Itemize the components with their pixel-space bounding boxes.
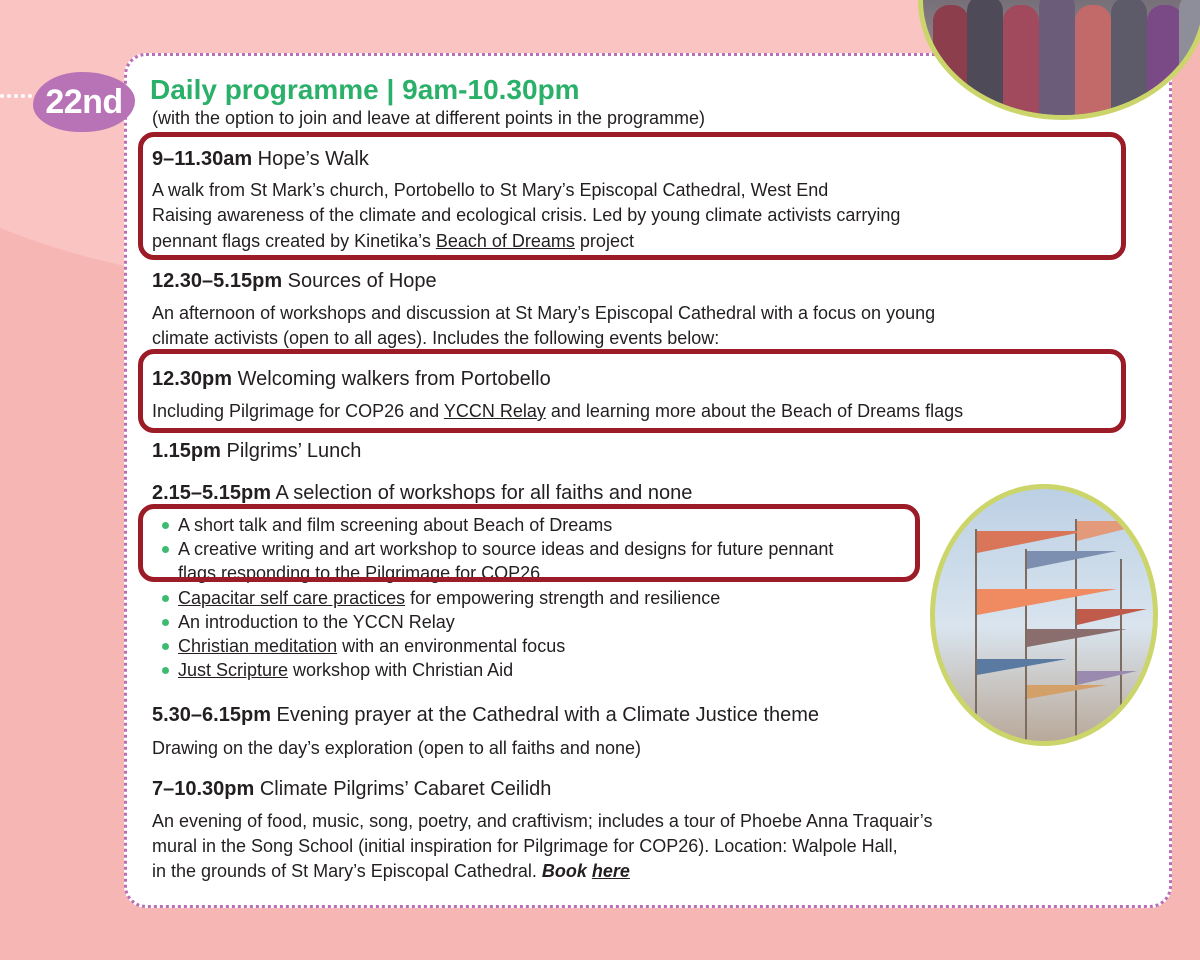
workshop-item: Capacitar self care practices for empowering strength and resilience — [160, 586, 833, 610]
event-description: pennant flags created by Kinetika’s Beach of Dreams project — [152, 231, 634, 251]
event-time: 5.30–6.15pm — [152, 704, 271, 726]
workshop-item: Christian meditation with an environmental focus — [160, 634, 833, 658]
event-name: Hope’s Walk — [257, 148, 369, 170]
event-name: Climate Pilgrims’ Cabaret Ceilidh — [259, 778, 552, 800]
event-title-lunch — [152, 439, 361, 463]
workshop-item: A short talk and film screening about Beach of Dreams — [160, 513, 833, 537]
highlight-box — [138, 349, 1126, 433]
bullet-icon — [162, 643, 169, 650]
event-description: Including Pilgrimage for COP26 and YCCN Relay and learning more about the Beach of Dreams flags — [152, 401, 964, 421]
event-name: Welcoming walkers from Portobello — [237, 368, 551, 390]
beach-of-dreams-link[interactable]: Beach of Dreams — [435, 231, 575, 251]
event-description: climate activists (open to all ages). Includes the following events below: — [152, 328, 720, 348]
bullet-icon — [162, 667, 169, 674]
event-description: Raising awareness of the climate and ecological crisis. Led by young climate activists carrying — [152, 205, 901, 225]
event-time: 9–11.30am — [152, 148, 253, 170]
just-scripture-link[interactable]: Just Scripture — [178, 660, 289, 681]
workshop-item-continued: flags responding to the Pilgrimage for COP26 — [178, 563, 541, 584]
christian-meditation-link[interactable]: Christian meditation — [178, 636, 338, 657]
choir-photo — [918, 0, 1200, 120]
event-time: 2.15–5.15pm — [152, 482, 271, 504]
programme-subtitle: (with the option to join and leave at different points in the programme) — [152, 108, 705, 128]
programme-title: Daily programme | 9am-10.30pm — [150, 74, 580, 105]
bullet-icon — [162, 595, 169, 602]
book-here-link[interactable]: here — [591, 861, 630, 881]
event-time: 7–10.30pm — [152, 778, 255, 800]
event-title-ceilidh — [152, 777, 551, 801]
event-name: Evening prayer at the Cathedral with a Climate Justice theme — [276, 704, 820, 726]
workshop-item: A creative writing and art workshop to source ideas and designs for future pennant — [160, 537, 833, 561]
event-description: A walk from St Mark’s church, Portobello to St Mary’s Episcopal Cathedral, West End — [152, 180, 829, 200]
workshop-item: An introduction to the YCCN Relay — [160, 610, 833, 634]
yccn-relay-link[interactable]: YCCN Relay — [443, 401, 546, 421]
event-name: A selection of workshops for all faiths and none — [275, 482, 693, 504]
capacitar-link[interactable]: Capacitar self care practices — [178, 587, 406, 608]
event-description: in the grounds of St Mary’s Episcopal Cathedral. Book here — [152, 861, 630, 881]
event-time: 12.30–5.15pm — [152, 270, 283, 292]
event-title-evening-prayer — [152, 703, 819, 727]
event-title-sources-of-hope — [152, 269, 437, 293]
highlight-box — [138, 504, 920, 582]
event-name: Sources of Hope — [287, 270, 437, 292]
highlight-box — [138, 132, 1126, 260]
event-time: 1.15pm — [152, 440, 221, 462]
bullet-icon — [162, 619, 169, 626]
event-description: An evening of food, music, song, poetry, and craftivism; includes a tour of Phoebe Anna Traquair’s — [152, 811, 933, 831]
event-time: 12.30pm — [152, 368, 233, 390]
dotted-connector — [0, 94, 32, 98]
pennant-flags-photo — [930, 484, 1158, 746]
event-description: An afternoon of workshops and discussion at St Mary’s Episcopal Cathedral with a focus on young — [152, 303, 936, 323]
event-description: Drawing on the day’s exploration (open to all faiths and none) — [152, 738, 641, 758]
date-badge: 22nd — [33, 72, 135, 132]
event-description: mural in the Song School (initial inspiration for Pilgrimage for COP26). Location: Walpole Hall, — [152, 836, 898, 856]
event-title-workshops — [152, 481, 692, 505]
workshop-item: Just Scripture workshop with Christian Aid — [160, 658, 833, 682]
event-name: Pilgrims’ Lunch — [226, 440, 362, 462]
photo-credit: Image: Mike Johnston — [1150, 284, 1162, 392]
